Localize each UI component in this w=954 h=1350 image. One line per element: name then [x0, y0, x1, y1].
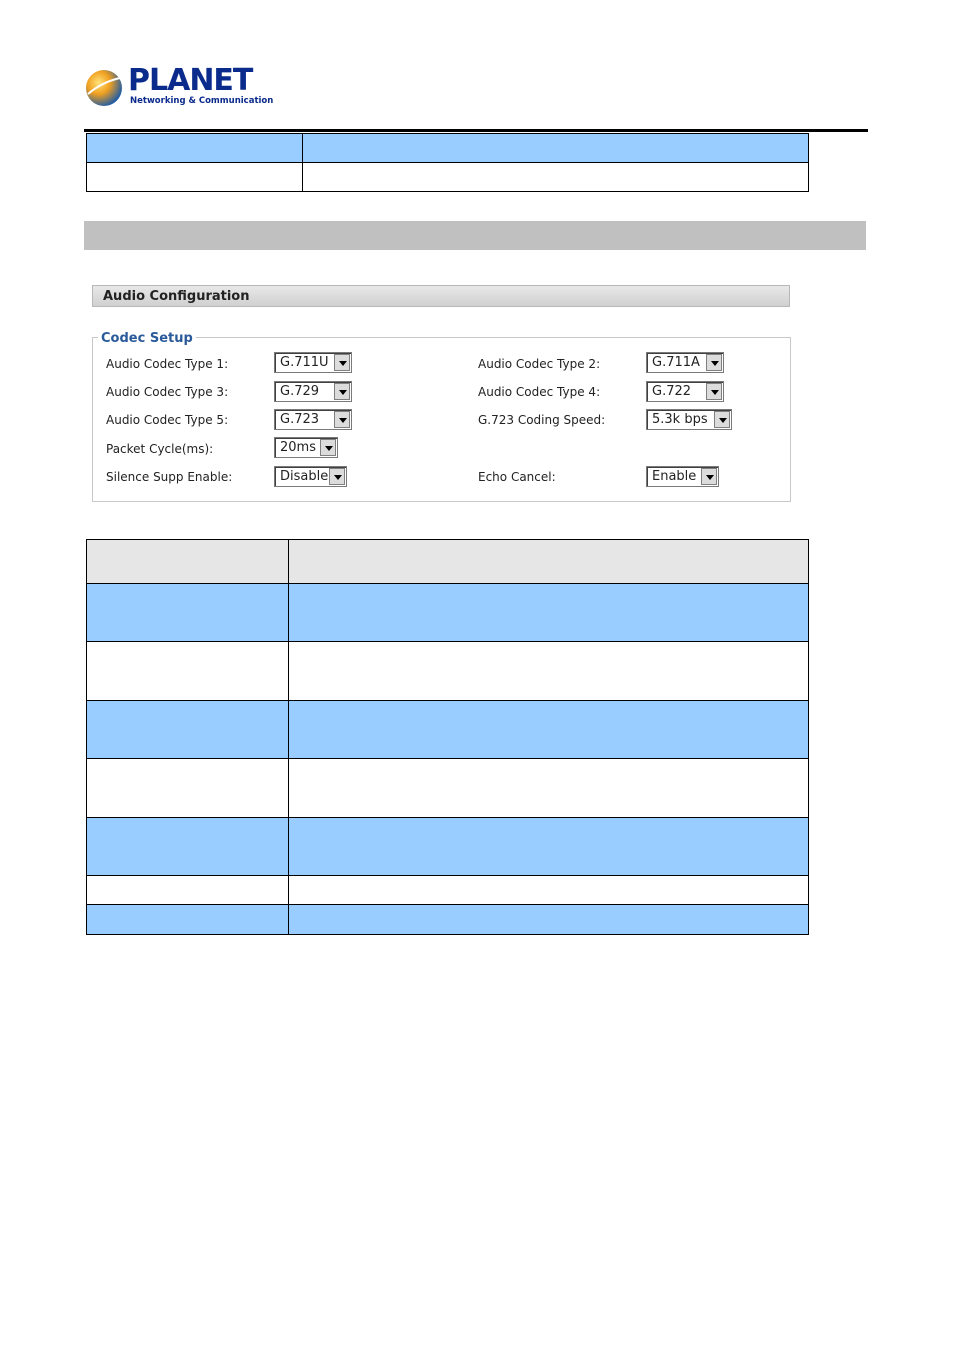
packet-cycle-select[interactable]	[274, 437, 338, 458]
panel-title-bar	[92, 285, 790, 307]
packet-cycle-label: Packet Cycle(ms):	[106, 442, 214, 456]
table-cell	[303, 134, 809, 163]
codec5-select[interactable]	[274, 409, 352, 430]
panel-title: Audio Configuration	[103, 289, 250, 304]
section-heading-bar	[84, 221, 866, 250]
codec3-label: Audio Codec Type 3:	[106, 385, 229, 399]
table-row	[87, 134, 809, 163]
codec4-label: Audio Codec Type 4:	[478, 385, 601, 399]
table-cell	[303, 163, 809, 192]
table-cell	[289, 905, 809, 935]
top-table	[86, 133, 809, 192]
table-cell	[289, 540, 809, 584]
echo-cancel-label: Echo Cancel:	[478, 470, 556, 484]
chevron-down-icon[interactable]	[320, 439, 336, 456]
chevron-down-icon[interactable]	[701, 468, 717, 485]
coding-speed-select[interactable]	[646, 409, 732, 430]
coding-speed-label: G.723 Coding Speed:	[478, 413, 606, 427]
brand-tagline: Networking & Communication	[130, 96, 274, 106]
chevron-down-icon[interactable]	[334, 354, 350, 371]
silence-supp-value: Disable	[280, 469, 329, 484]
planet-logo	[84, 63, 274, 110]
coding-speed-value: 5.3k bps	[652, 412, 708, 427]
table-cell	[87, 540, 289, 584]
codec2-value: G.711A	[652, 355, 700, 370]
table-row	[87, 584, 809, 642]
table-row	[87, 818, 809, 876]
silence-supp-select[interactable]	[274, 466, 347, 487]
codec2-label: Audio Codec Type 2:	[478, 357, 601, 371]
chevron-down-icon[interactable]	[334, 411, 350, 428]
table-cell	[289, 759, 809, 818]
silence-supp-label: Silence Supp Enable:	[106, 470, 233, 484]
codec1-label: Audio Codec Type 1:	[106, 357, 229, 371]
codec2-select[interactable]	[646, 352, 724, 373]
codec5-value: G.723	[280, 412, 320, 427]
chevron-down-icon[interactable]	[706, 354, 722, 371]
chevron-down-icon[interactable]	[334, 383, 350, 400]
table-row	[87, 701, 809, 759]
parameter-table	[86, 539, 809, 935]
table-cell	[87, 759, 289, 818]
table-cell	[87, 134, 303, 163]
codec4-value: G.722	[652, 384, 692, 399]
table-row	[87, 876, 809, 905]
globe-icon	[84, 68, 124, 108]
codec3-value: G.729	[280, 384, 320, 399]
chevron-down-icon[interactable]	[329, 468, 345, 485]
header-rule	[84, 129, 868, 132]
table-row	[87, 163, 809, 192]
codec5-label: Audio Codec Type 5:	[106, 413, 229, 427]
table-cell	[87, 642, 289, 701]
echo-cancel-value: Enable	[652, 469, 697, 484]
chevron-down-icon[interactable]	[714, 411, 730, 428]
table-row	[87, 642, 809, 701]
table-cell	[87, 905, 289, 935]
echo-cancel-select[interactable]	[646, 466, 719, 487]
codec1-select[interactable]	[274, 352, 352, 373]
chevron-down-icon[interactable]	[706, 383, 722, 400]
table-header-row	[87, 540, 809, 584]
table-cell	[289, 584, 809, 642]
table-cell	[87, 163, 303, 192]
table-cell	[87, 701, 289, 759]
table-row	[87, 759, 809, 818]
codec1-value: G.711U	[280, 355, 329, 370]
table-cell	[289, 642, 809, 701]
packet-cycle-value: 20ms	[280, 440, 316, 455]
codec-setup-legend: Codec Setup	[98, 331, 196, 346]
table-cell	[87, 818, 289, 876]
table-cell	[87, 584, 289, 642]
brand-name: PLANET	[128, 63, 253, 98]
table-cell	[87, 876, 289, 905]
table-cell	[289, 701, 809, 759]
codec3-select[interactable]	[274, 381, 352, 402]
table-cell	[289, 818, 809, 876]
codec4-select[interactable]	[646, 381, 724, 402]
table-row	[87, 905, 809, 935]
table-cell	[289, 876, 809, 905]
